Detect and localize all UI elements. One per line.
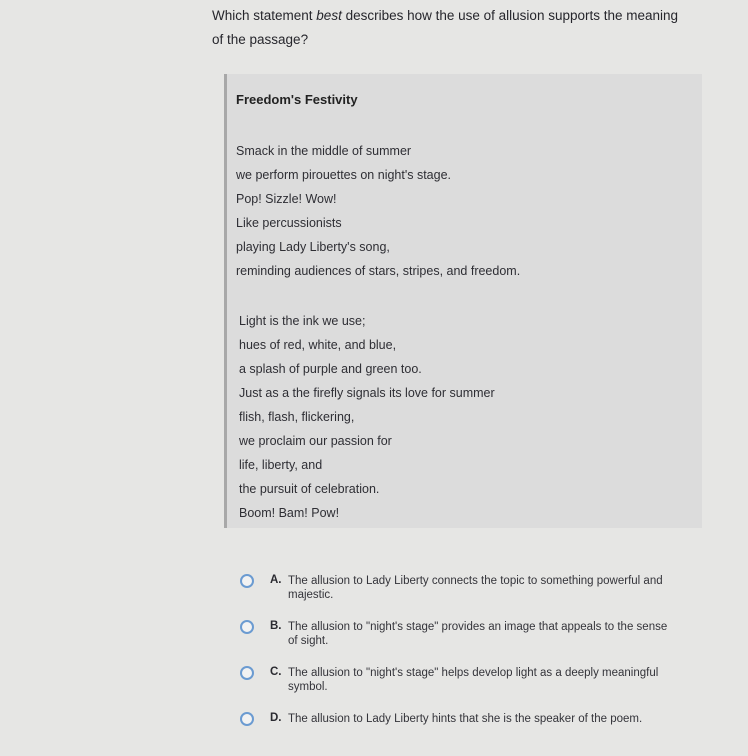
- poem-line: Like percussionists: [236, 216, 342, 230]
- radio-button-b[interactable]: [240, 620, 254, 634]
- poem-line: a splash of purple and green too.: [239, 362, 422, 376]
- answer-choices: [240, 572, 680, 756]
- passage-title: Freedom's Festivity: [236, 92, 358, 107]
- poem-stanza-1: [236, 142, 520, 286]
- question-prompt: [212, 4, 682, 52]
- choice-text: The allusion to "night's stage" provides an image that appeals to the sense of sight.: [288, 621, 668, 647]
- radio-button-a[interactable]: [240, 574, 254, 588]
- choice-c[interactable]: [240, 664, 680, 710]
- poem-line: Boom! Bam! Pow!: [239, 506, 340, 520]
- poem-line: Light is the ink we use;: [239, 314, 366, 328]
- radio-button-c[interactable]: [240, 666, 254, 680]
- choice-b[interactable]: [240, 618, 680, 664]
- poem-line: we proclaim our passion for: [239, 434, 392, 448]
- poem-line: the pursuit of celebration.: [239, 482, 380, 496]
- choice-letter: C.: [270, 666, 282, 678]
- poem-line: we perform pirouettes on night's stage.: [236, 168, 452, 182]
- poem-line: playing Lady Liberty's song,: [236, 240, 390, 254]
- radio-button-d[interactable]: [240, 712, 254, 726]
- poem-line: life, liberty, and: [239, 458, 323, 472]
- poem-line: flish, flash, flickering,: [239, 410, 355, 424]
- poem-line: Smack in the middle of summer: [236, 144, 412, 158]
- poem-line: hues of red, white, and blue,: [239, 338, 397, 352]
- choice-text: The allusion to Lady Liberty connects the topic to something powerful and majestic.: [288, 575, 663, 601]
- question-emphasis: best: [316, 8, 342, 23]
- choice-a[interactable]: [240, 572, 680, 618]
- choice-text: The allusion to "night's stage" helps develop light as a deeply meaningful symbol.: [288, 667, 659, 693]
- question-text-before: Which statement: [212, 8, 317, 23]
- choice-d[interactable]: [240, 710, 680, 756]
- poem-line: Pop! Sizzle! Wow!: [236, 192, 337, 206]
- choice-letter: A.: [270, 574, 282, 586]
- question-text-after: describes how the use of allusion supports the meaning of the passage?: [212, 8, 679, 47]
- choice-letter: D.: [270, 712, 282, 724]
- choice-text: The allusion to Lady Liberty hints that she is the speaker of the poem.: [288, 713, 643, 725]
- poem-line: reminding audiences of stars, stripes, and freedom.: [236, 264, 521, 278]
- poem-stanza-2: [239, 312, 495, 528]
- choice-letter: B.: [270, 620, 282, 632]
- poem-line: Just as a the firefly signals its love for summer: [239, 386, 495, 400]
